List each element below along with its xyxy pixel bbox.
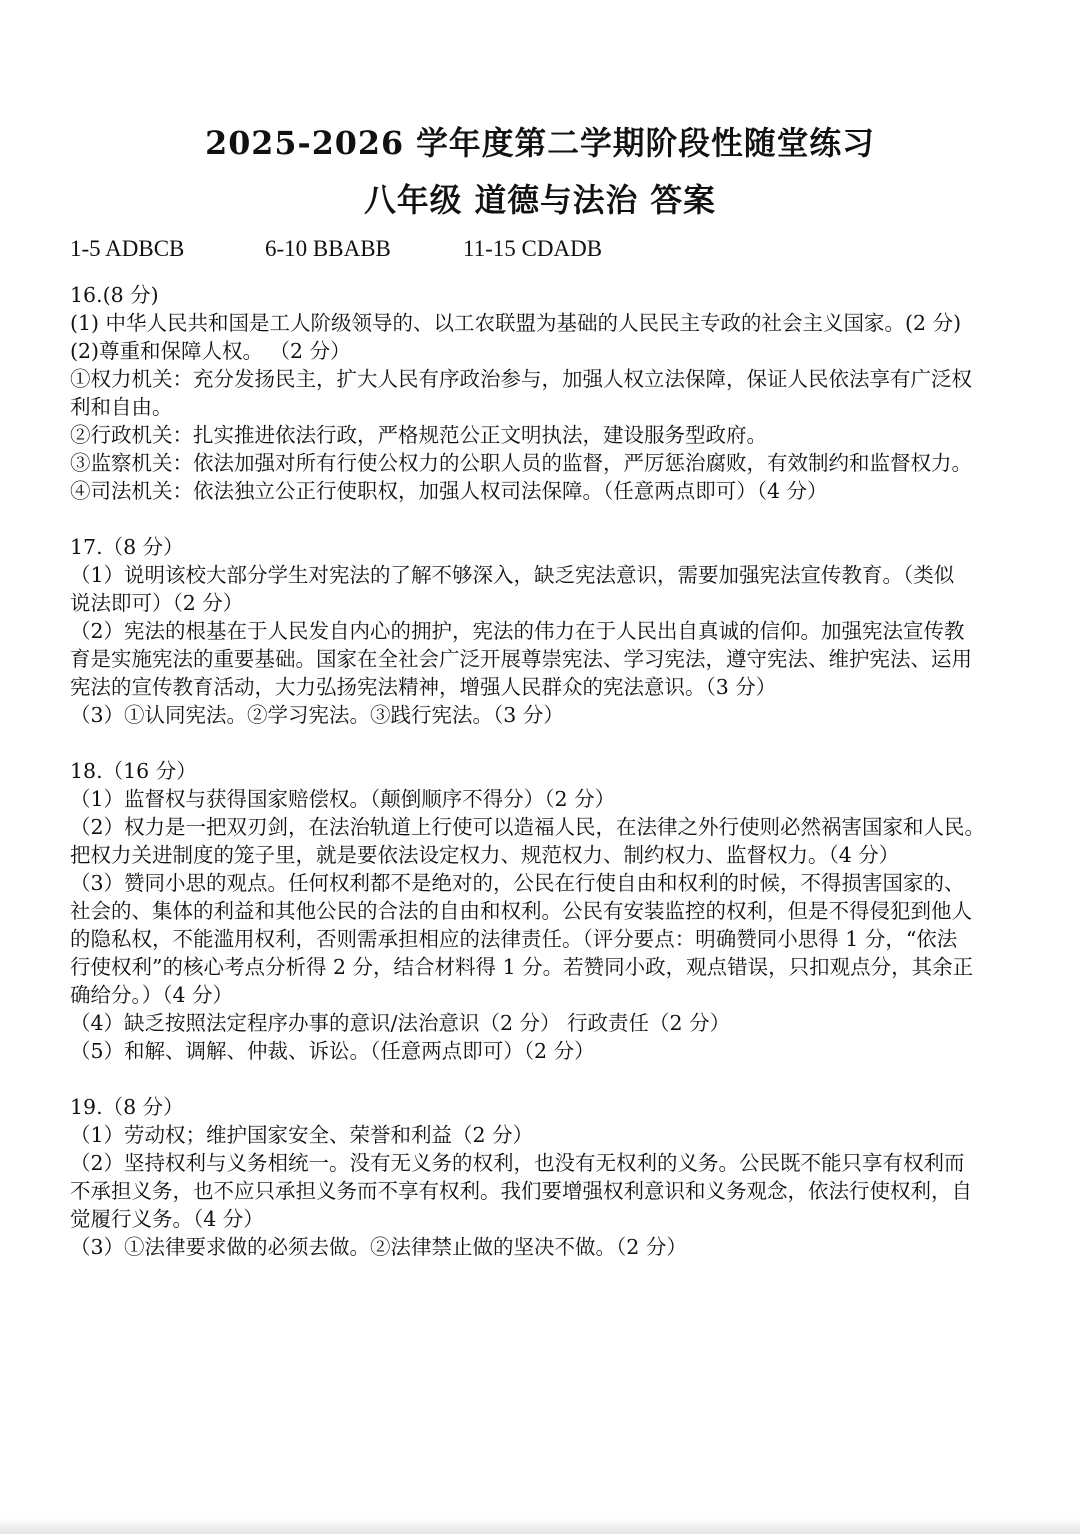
q19-line: （1）劳动权；维护国家安全、荣誉和利益（2 分）	[70, 1123, 534, 1147]
q17-line: 育是实施宪法的重要基础。国家在全社会广泛开展尊崇宪法、学习宪法，遵守宪法、维护宪法、运用	[70, 647, 972, 671]
page-title: 2025-2026 学年度第二学期阶段性随堂练习	[205, 125, 875, 162]
q18-line: 的隐私权，不能滥用权利，否则需承担相应的法律责任。（评分要点：明确赞同小思得 1 分，“依法	[70, 927, 958, 951]
choice-answers-1-5: 1-5 ADBCB	[70, 236, 185, 261]
q18-line: （5）和解、调解、仲裁、诉讼。（任意两点即可）（2 分）	[70, 1039, 595, 1063]
q17-heading: 17.（8 分）	[70, 535, 184, 559]
page-bottom-shadow	[0, 1518, 1080, 1534]
q18-line: 行使权利”的核心考点分析得 2 分，结合材料得 1 分。若赞同小政，观点错误，只扣观点分，其余正	[70, 955, 974, 979]
q18-heading: 18.（16 分）	[70, 759, 197, 783]
choice-answers-6-10: 6-10 BBABB	[265, 236, 391, 261]
q19-line: （2）坚持权利与义务相统一。没有无义务的权利，也没有无权利的义务。公民既不能只享有权利而	[70, 1151, 965, 1175]
q17-line: （1）说明该校大部分学生对宪法的了解不够深入，缺乏宪法意识，需要加强宪法宣传教育。（类似	[70, 563, 955, 587]
q18-line: 确给分。）（4 分）	[70, 983, 234, 1007]
page-subtitle: 八年级 道德与法治 答案	[364, 182, 716, 219]
q18-line: （2）权力是一把双刃剑，在法治轨道上行使可以造福人民，在法律之外行使则必然祸害国家和人民。	[70, 815, 986, 839]
q19-line: （3）①法律要求做的必须去做。②法律禁止做的坚决不做。（2 分）	[70, 1235, 687, 1259]
q19-line: 觉履行义务。（4 分）	[70, 1207, 264, 1231]
choice-answers-11-15: 11-15 CDADB	[463, 236, 603, 261]
q18-line: （3）赞同小思的观点。任何权利都不是绝对的，公民在行使自由和权利的时候，不得损害国家的、	[70, 871, 965, 895]
q17-line: （3）①认同宪法。②学习宪法。③践行宪法。（3 分）	[70, 703, 564, 727]
q19-line: 不承担义务，也不应只承担义务而不享有权利。我们要增强权利意识和义务观念，依法行使权利，自	[70, 1179, 972, 1203]
q19-heading: 19.（8 分）	[70, 1095, 184, 1119]
q18-line: （4）缺乏按照法定程序办事的意识/法治意识（2 分） 行政责任（2 分）	[70, 1011, 731, 1035]
q16-line: ②行政机关：扎实推进依法行政，严格规范公正文明执法，建设服务型政府。	[70, 423, 767, 447]
q18-line: （1）监督权与获得国家赔偿权。（颠倒顺序不得分）（2 分）	[70, 787, 616, 811]
q16-line: (2)尊重和保障人权。 （2 分）	[70, 339, 351, 363]
q16-line: 利和自由。	[70, 395, 173, 419]
q17-line: 说法即可）（2 分）	[70, 591, 244, 615]
q17-line: （2）宪法的根基在于人民发自内心的拥护，宪法的伟力在于人民出自真诚的信仰。加强宪法宣传教	[70, 619, 965, 643]
q16-line: (1) 中华人民共和国是工人阶级领导的、以工农联盟为基础的人民民主专政的社会主义国家。(2 分)	[70, 311, 962, 335]
q16-heading: 16.(8 分)	[70, 283, 159, 307]
q17-line: 宪法的宣传教育活动，大力弘扬宪法精神，增强人民群众的宪法意识。（3 分）	[70, 675, 777, 699]
q16-line: ④司法机关：依法独立公正行使职权，加强人权司法保障。（任意两点即可）（4 分）	[70, 479, 828, 503]
q18-line: 把权力关进制度的笼子里，就是要依法设定权力、规范权力、制约权力、监督权力。（4 分）	[70, 843, 900, 867]
q18-line: 社会的、集体的利益和其他公民的合法的自由和权利。公民有安装监控的权利，但是不得侵犯到他人	[70, 899, 972, 923]
q16-line: ①权力机关：充分发扬民主，扩大人民有序政治参与，加强人权立法保障，保证人民依法享有广泛权	[70, 367, 972, 391]
q16-line: ③监察机关：依法加强对所有行使公权力的公职人员的监督，严厉惩治腐败，有效制约和监督权力。	[70, 451, 972, 475]
